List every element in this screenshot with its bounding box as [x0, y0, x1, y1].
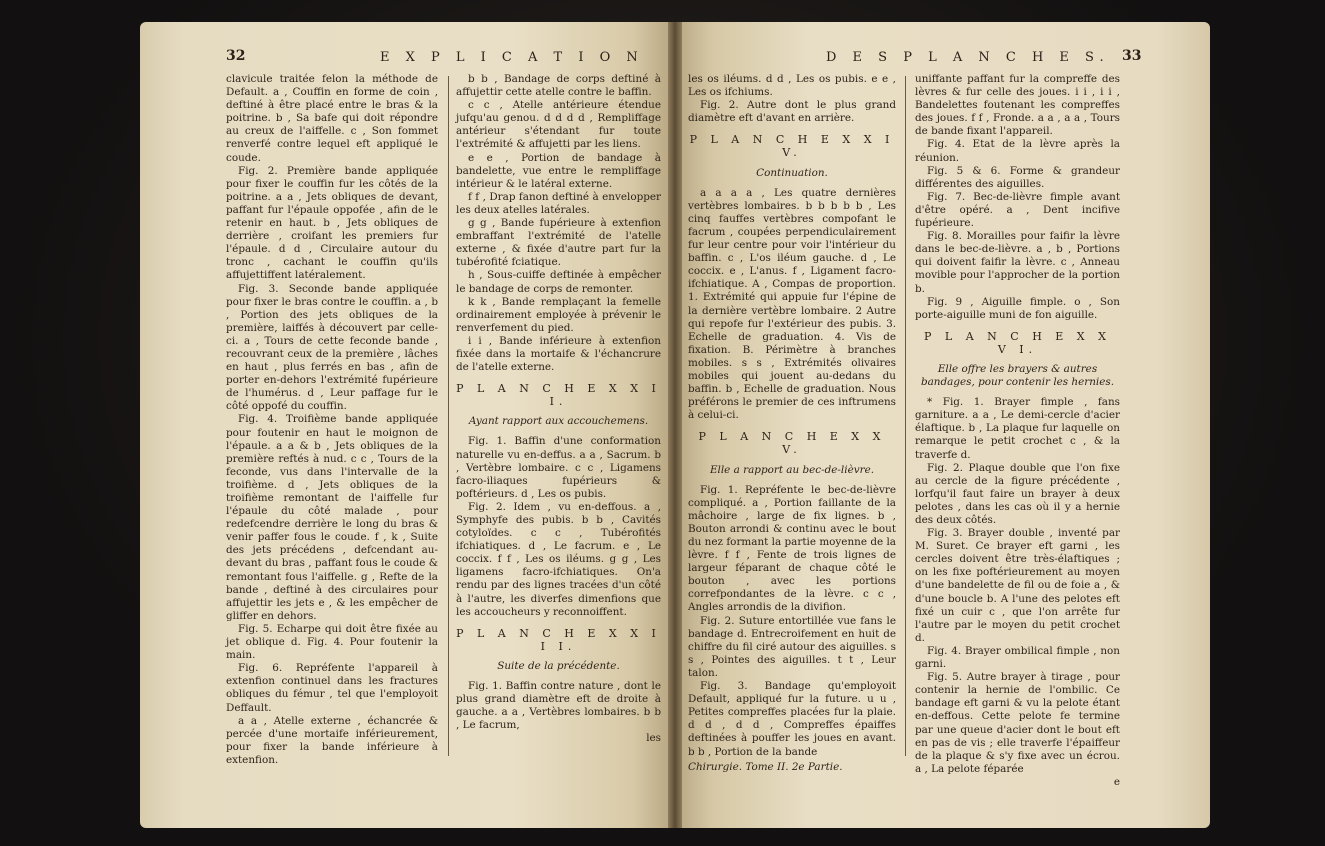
- page-number-left: 32: [226, 48, 246, 64]
- paragraph: c c , Atelle antérieure étendue jufqu'au genou. d d d d , Rempliffage antérieur s'étendant fur toute l'extrémité & affujetti par les liens.: [456, 99, 661, 151]
- page-number-right: 33: [1122, 48, 1142, 64]
- plate-heading: P L A N C H E X X V I.: [924, 329, 1111, 356]
- paragraph: Fig. 3. Seconde bande appliquée pour fixer le bras contre le couffin. a , b , Portion des jets obliques de la première, laiffés à découvert par celle-ci. a , Tours de cette feconde bande , recouvrant ceux de la première , lâches en haut , plus ferrés en bas , afin de porter en-dehors l'extrémité fupérieure de l'humérus. d , Leur paffage fur le côté oppofé du couffin.: [226, 282, 438, 413]
- paragraph: Fig. 5. Autre brayer à tirage , pour contenir la hernie de l'ombilic. Ce bandage eft garni & vu la pelote étant en-deffous. Cette pelote fe termine par une queue d'acier dont le bout eft en pas de vis ; elle traverfe l'épaiffeur de la plaque & s'y fixe avec un écrou. a , La pelote féparée: [915, 671, 1120, 775]
- running-head-left: E X P L I C A T I O N: [380, 50, 644, 65]
- paragraph: Fig. 5. Echarpe qui doit être fixée au jet oblique d. Fig. 4. Pour foutenir la main.: [226, 622, 438, 662]
- paragraph: Fig. 4. Brayer ombilical fimple , non garni.: [915, 644, 1120, 671]
- paragraph: a a a a , Les quatre dernières vertèbres lombaires. b b b b b , Les cinq fauffes vertèbres compofant le facrum , coupées perpendiculairement fur leur centre pour voir l'intérieur du baffin. c , L'os iléum gauche. d , Le coccix. e , L'anus. f , Ligament facro-ifchiatique. A , Compas de proportion. 1. Extrémité qui appuie fur l'épine de la dernière vertèbre lombaire. 2 Autre qui repofe fur l'extérieur des pubis. 3. Echelle de graduation. 4. Vis de fixation. B. Périmètre à branches mobiles. s s , Extrémités olivaires mobiles qui jouent au-dedans du baffin. b , Echelle de graduation. Nous préférons le premier de ces inftrumens à celui-ci.: [688, 186, 896, 422]
- paragraph: uniffante paffant fur la compreffe des lèvres & fur celle des joues. i i , i i , Bandelettes foutenant les compreffes des joues. f f , Fronde. a a , a a , Tours de bande fixant l'appareil.: [915, 73, 1120, 138]
- plate-subtitle: Ayant rapport aux accouchemens.: [468, 415, 649, 428]
- paragraph: a a , Atelle externe , échancrée & percée d'une mortaife inférieurement, pour fixer la bande inférieure à extenfion.: [226, 714, 438, 766]
- paragraph: Fig. 2. Plaque double que l'on fixe au cercle de la figure précédente , lorfqu'il faut faire un brayer à deux pelotes , dans les cas où il y a hernie des deux côtés.: [915, 461, 1120, 526]
- paragraph: i i , Bande inférieure à extenfion fixée dans la mortaife & l'échancrure de l'atelle externe.: [456, 334, 661, 374]
- plate-heading: P L A N C H E X X V.: [698, 430, 886, 457]
- paragraph: Fig. 2. Idem , vu en-deffous. a , Symphyfe des pubis. b b , Cavités cotyloïdes. c c , Tubérofités ifchiatiques. d , Le facrum. e , Le coccix. f f , Les os iléums. g g , Les ligamens facro-ifchiatiques. On'a rendu par des lignes tracées d'un côté à l'autre, les diverfes dimenfions que les accoucheurs y reconnoiffent.: [456, 500, 661, 618]
- paragraph: Fig. 3. Bandage qu'employoit Default, appliqué fur la future. u u , Petites compreffes placées fur la plaie. d d , d d , Compreffes épaiffes deftinées à pouffer les joues en avant. b b , Portion de la bande: [688, 680, 896, 758]
- signature-mark: e: [1113, 775, 1120, 788]
- paragraph: Fig. 4. Troifième bande appliquée pour foutenir en haut le moignon de l'épaule. a a & b , Jets obliques de la première reftés à nud. c c , Tours de la feconde, vus dans l'intervalle de la troifième. d , Jets obliques de la troifième remontant de l'aiffelle fur l'épaule du côté malade , pour redefcendre derrière le long du bras & venir paffer fous le coude. f , k , Suite des jets précédens , defcendant au-devant du bras , paffant fous le coude & remontant fous l'aiffelle. g , Refte de la bande , deftiné à des circulaires pour affujettir les jets e , & les empêcher de gliffer en dehors.: [226, 413, 438, 622]
- paragraph: Fig. 2. Première bande appliquée pour fixer le couffin fur les côtés de la poitrine. a a , Jets obliques de devant, paffant fur l'épaule oppofée , afin de le retenir en haut. b , Jets obliques de derrière , croifant les premiers fur l'épaule. d d , Circulaire autour du tronc , cachant le couffin qu'ils affujettiffent latéralement.: [226, 164, 438, 282]
- plate-heading: P L A N C H E X X I V.: [689, 133, 895, 160]
- running-head-right: D E S P L A N C H E S.: [826, 50, 1110, 65]
- paragraph: Fig. 3. Brayer double , inventé par M. Suret. Ce brayer eft garni , les cercles doivent être très-élaftiques ; on les fixe poftérieurement au moyen d'une bandelette de fil ou de foie a , & d'une boucle b. A l'une des pelotes eft fixé un cuir c , que l'on arrête fur l'autre par le moyen du petit crochet d.: [915, 527, 1120, 644]
- right-column-1: [688, 73, 896, 774]
- paragraph: les os iléums. d d , Les os pubis. e e , Les os ifchiums.: [688, 73, 896, 99]
- paragraph: g g , Bande fupérieure à extenfion embraffant l'extrémité de l'atelle externe , & fixée d'autre part fur la tubérofité fciatique.: [456, 217, 661, 269]
- plate-subtitle: Elle offre les brayers & autres bandages, pour contenir les hernies.: [920, 362, 1115, 389]
- column-rule-right: [905, 76, 906, 756]
- plate-heading: P L A N C H E X X I I I.: [456, 626, 661, 653]
- paragraph: Fig. 9 , Aiguille fimple. o , Son porte-aiguille muni de fon aiguille.: [915, 295, 1120, 321]
- book-gutter: [668, 22, 682, 828]
- page-footer: Chirurgie. Tome II. 2e Partie.: [688, 760, 843, 773]
- catchword: les: [646, 732, 661, 745]
- paragraph: Fig. 5 & 6. Forme & grandeur différentes des aiguilles.: [915, 164, 1120, 190]
- column-rule-left: [448, 76, 449, 756]
- paragraph: clavicule traitée felon la méthode de Default. a , Couffin en forme de coin , deftiné à être placé entre le bras & la poitrine. b , Sa bafe qui doit répondre au creux de l'aiffelle. c , Son fommet renverfé contre lequel eft appliqué le coude.: [226, 73, 438, 164]
- paragraph: Fig. 4. Etat de la lèvre après la réunion.: [915, 138, 1120, 164]
- plate-subtitle: Continuation.: [756, 166, 828, 179]
- paragraph: Fig. 7. Bec-de-lièvre fimple avant d'être opéré. a , Dent incifive fupérieure.: [915, 190, 1120, 230]
- paragraph: f f , Drap fanon deftiné à envelopper les deux atelles latérales.: [456, 190, 661, 216]
- right-column-2: [915, 73, 1120, 789]
- paragraph: * Fig. 1. Brayer fimple , fans garniture. a a , Le demi-cercle d'acier élaftique. b , La plaque fur laquelle on remarque le petit crochet c , & la traverfe d.: [915, 396, 1120, 461]
- paragraph: Fig. 2. Suture entortillée vue fans le bandage d. Entrecroifement en huit de chiffre du fil ciré autour des aiguilles. s s , Pointes des aiguilles. t t , Leur talon.: [688, 614, 896, 679]
- paragraph: Fig. 1. Baffin contre nature , dont le plus grand diamètre eft de droite à gauche. a a , Vertèbres lombaires. b b , Le facrum,: [456, 680, 661, 732]
- paragraph: Fig. 1. Repréfente le bec-de-lièvre compliqué. a , Portion faillante de la mâchoire , large de fix lignes. b , Bouton arrondi & continu avec le bout du nez formant la partie moyenne de la lèvre. f f , Fente de trois lignes de largeur féparant de chaque côté le bouton , avec les portions correfpondantes de la lèvre. c c , Angles arrondis de la divifion.: [688, 483, 896, 614]
- paragraph: Fig. 2. Autre dont le plus grand diamètre eft d'avant en arrière.: [688, 99, 896, 125]
- plate-subtitle: Elle a rapport au bec-de-lièvre.: [709, 463, 875, 476]
- paragraph: h , Sous-cuiffe deftinée à empêcher le bandage de corps de remonter.: [456, 269, 661, 295]
- paragraph: e e , Portion de bandage à bandelette, vue entre le rempliffage intérieur & le latéral externe.: [456, 151, 661, 190]
- paragraph: Fig. 1. Baffin d'une conformation naturelle vu en-deffus. a a , Sacrum. b , Vertèbre lombaire. c c , Ligamens facro-iliaques fupérieurs & poftérieurs. d , Les os pubis.: [456, 435, 661, 500]
- paragraph: k k , Bande remplaçant la femelle ordinairement employée à prévenir le renverfement du pied.: [456, 295, 661, 334]
- left-column-2: [456, 73, 661, 746]
- paragraph: Fig. 6. Repréfente l'appareil à extenfion continuel dans les fractures obliques du fémur , tel que l'employoit Deffault.: [226, 662, 438, 714]
- left-column-1: [226, 73, 438, 767]
- paragraph: b b , Bandage de corps deftiné à affujettir cette atelle contre le baffin.: [456, 73, 661, 99]
- paragraph: Fig. 8. Morailles pour faifir la lèvre dans le bec-de-lièvre. a , b , Portions qui doivent faifir la lèvre. c , Anneau movible pour l'approcher de la portion b.: [915, 230, 1120, 295]
- plate-heading: P L A N C H E X X I I.: [456, 382, 661, 409]
- plate-subtitle: Suite de la précédente.: [497, 659, 620, 672]
